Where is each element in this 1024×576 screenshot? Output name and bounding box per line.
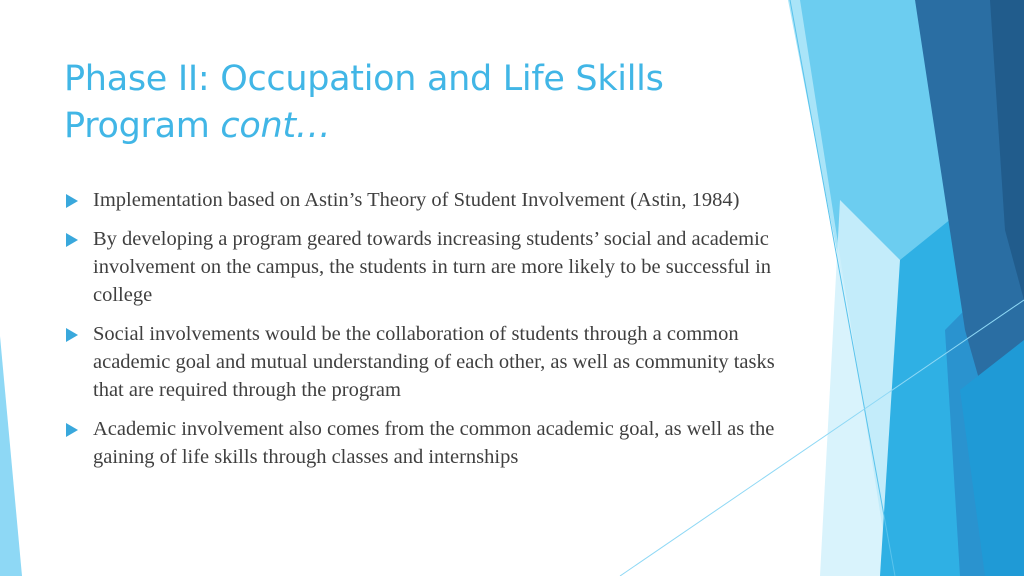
bullet-item — [64, 415, 784, 471]
triangle-bullet-icon — [66, 194, 78, 208]
bullet-item — [64, 320, 784, 404]
bullet-list — [64, 186, 784, 482]
bullet-text: Academic involvement also comes from the common academic goal, as well as the gaining of life skills through classes and internships — [93, 418, 775, 468]
bullet-text: By developing a program geared towards increasing students’ social and academic involvement on the campus, the students in turn are more likely to be successful in college — [93, 228, 772, 306]
title-line-2-italic: cont… — [220, 106, 331, 146]
triangle-bullet-icon — [66, 233, 78, 247]
title-line-1: Phase II: Occupation and Life Skills — [64, 59, 664, 99]
bullet-item — [64, 186, 784, 214]
triangle-bullet-icon — [66, 423, 78, 437]
slide-title — [64, 56, 764, 150]
triangle-bullet-icon — [66, 328, 78, 342]
title-line-2-plain: Program — [64, 106, 221, 146]
bullet-item — [64, 225, 784, 309]
bullet-text: Implementation based on Astin’s Theory of Student Involvement (Astin, 1984) — [93, 189, 740, 211]
bullet-text: Social involvements would be the collaboration of students through a common academic goal and mutual understanding of each other, as well as community tasks that are required through the program — [93, 323, 775, 401]
left-edge-facet — [0, 336, 22, 576]
